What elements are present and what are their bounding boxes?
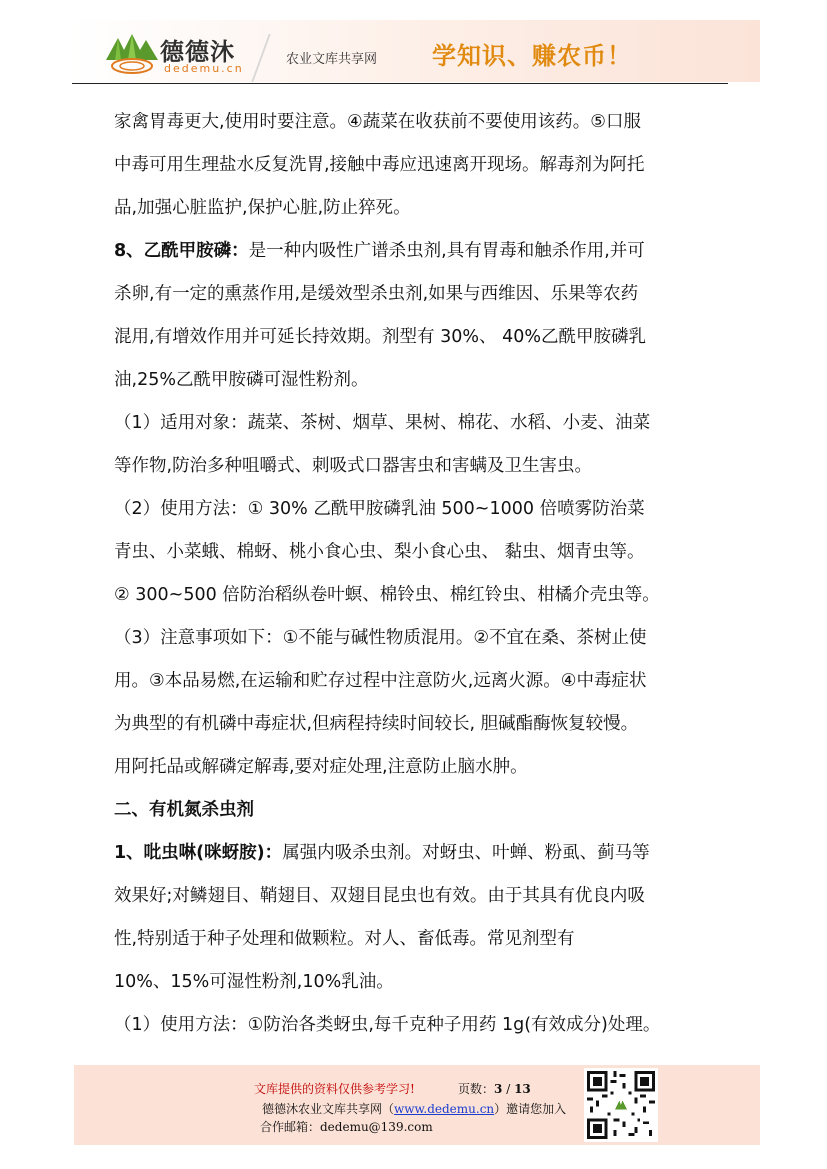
- text-line: 为典型的有机磷中毒症状,但病程持续时间较长, 胆碱酯酶恢复较慢。: [114, 714, 639, 734]
- dedemu-logo-icon: [102, 30, 162, 76]
- brand-domain: dedemu.cn: [164, 62, 244, 75]
- text-line: （2）使用方法：① 30% 乙酰甲胺磷乳油 500~1000 倍喷雾防治菜: [114, 499, 645, 519]
- text-line: 品,加强心脏监护,保护心脏,防止猝死。: [114, 198, 411, 218]
- header-rule: [72, 83, 728, 84]
- text-line: （1）适用对象：蔬菜、茶树、烟草、果树、棉花、水稻、小麦、油菜: [114, 413, 651, 433]
- text-line: 10%、15%可湿性粉剂,10%乳油。: [114, 972, 394, 992]
- text-line: 混用,有增效作用并可延长持效期。剂型有 30%、 40%乙酰甲胺磷乳: [114, 327, 646, 347]
- text-line: ② 300~500 倍防治稻纵卷叶螟、棉铃虫、棉红铃虫、柑橘介壳虫等。: [114, 585, 660, 605]
- qr-code-icon[interactable]: [584, 1068, 658, 1142]
- brand-name: 德德沐: [160, 37, 235, 66]
- text-line: （1）使用方法：①防治各类蚜虫,每千克种子用药 1g(有效成分)处理。: [114, 1015, 661, 1035]
- page-counter: 页数：3 / 13: [458, 1082, 531, 1096]
- text-line: 中毒可用生理盐水反复洗胃,接触中毒应迅速离开现场。解毒剂为阿托: [114, 155, 645, 175]
- slogan: 学知识、赚农币！: [432, 41, 632, 70]
- text-line: 效果好;对鳞翅目、鞘翅目、双翅目昆虫也有效。由于其具有优良内吸: [114, 886, 645, 906]
- page-footer: [74, 1065, 760, 1145]
- text-line: 青虫、小菜蛾、棉蚜、桃小食心虫、梨小食心虫、 黏虫、烟青虫等。: [114, 542, 645, 562]
- page-label: 页数：: [458, 1082, 495, 1096]
- text-line: 油,25%乙酰甲胺磷可湿性粉剂。: [114, 370, 369, 390]
- text-line: （3）注意事项如下：①不能与碱性物质混用。②不宜在桑、茶树止使: [114, 628, 647, 648]
- invite-text: 德德沐农业文库共享网（www.dedemu.cn）邀请您加入: [262, 1102, 567, 1116]
- item-heading: 1、吡虫啉(咪蚜胺)：: [114, 843, 283, 863]
- text-line: 用阿托品或解磷定解毒,要对症处理,注意防止脑水肿。: [114, 757, 528, 777]
- section-heading-line: 1、吡虫啉(咪蚜胺)：属强内吸杀虫剂。对蚜虫、叶蝉、粉虱、蓟马等: [114, 843, 650, 863]
- section-heading-line: 8、乙酰甲胺磷：是一种内吸性广谱杀虫剂,具有胃毒和触杀作用,并可: [114, 241, 645, 261]
- disclaimer-notice: 文库提供的资料仅供参考学习!: [254, 1082, 415, 1096]
- page-total: 13: [514, 1082, 531, 1096]
- section-title: 二、有机氮杀虫剂: [114, 800, 254, 820]
- site-name: 农业文库共享网: [286, 52, 378, 67]
- text-line: 等作物,防治多种咀嚼式、刺吸式口器害虫和害螨及卫生害虫。: [114, 456, 593, 476]
- page-current: 3: [494, 1082, 503, 1096]
- item-heading: 8、乙酰甲胺磷：: [114, 241, 249, 261]
- text-line: 家禽胃毒更大,使用时要注意。④蔬菜在收获前不要使用该药。⑤口服: [114, 112, 641, 132]
- site-link[interactable]: www.dedemu.cn: [394, 1102, 495, 1116]
- text-line: 性,特别适于种子处理和做颗粒。对人、畜低毒。常见剂型有: [114, 929, 575, 949]
- text-line: 用。③本品易燃,在运输和贮存过程中注意防火,远离火源。④中毒症状: [114, 671, 647, 691]
- contact-email: 合作邮箱：dedemu@139.com: [260, 1120, 433, 1134]
- page-header: [72, 20, 760, 82]
- text-line: 杀卵,有一定的熏蒸作用,是缓效型杀虫剂,如果与西维因、乐果等农药: [114, 284, 639, 304]
